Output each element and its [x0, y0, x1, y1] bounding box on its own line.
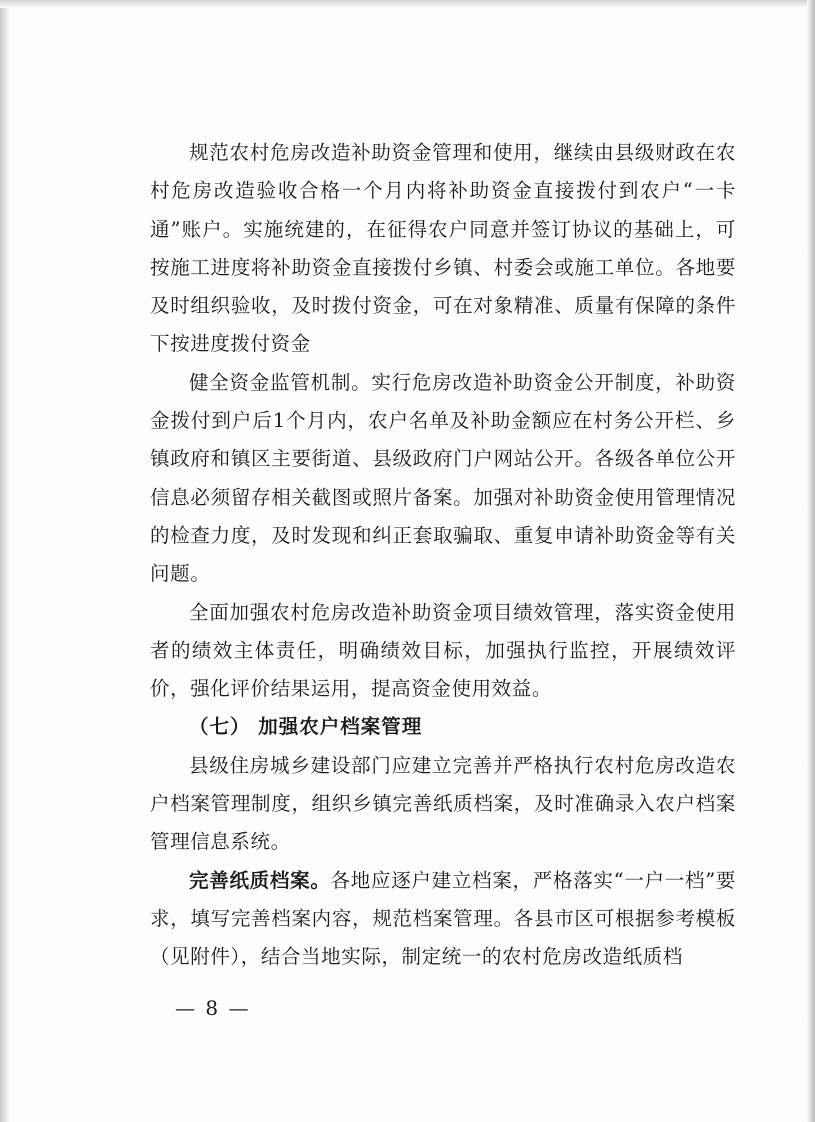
section-heading: （七） 加强农户档案管理: [189, 715, 423, 739]
paragraph-paper-archives-text: 各地应逐户建立档案，严格落实“一户一档”要求，填写完善档案内容，规范档案管理。各县市区可根据参考模板（见附件），结合当地实际，制定统一的农村危房改造纸质档: [150, 868, 736, 969]
scan-shadow-left: [0, 0, 10, 1122]
paragraph-performance-management: 全面加强农村危房改造补助资金项目绩效管理，落实资金使用者的绩效主体责任，明确绩效目标，加强执行监控，开展绩效评价，强化评价结果运用，提高资金使用效益。: [150, 600, 736, 701]
paragraph-archive-management: 县级住房城乡建设部门应建立完善并严格执行农村危房改造农户档案管理制度，组织乡镇完善纸质档案，及时准确录入农户档案管理信息系统。: [150, 753, 736, 854]
paragraph-fund-supervision: 健全资金监管机制。实行危房改造补助资金公开制度，补助资金拨付到户后1个月内，农户名单及补助金额应在村务公开栏、乡镇政府和镇区主要街道、县级政府门户网站公开。各级各单位公开信息必须留存相关截图或照片备案。加强对补助资金使用管理情况的检查力度，及时发现和纠正套取骗取、重复申请补助资金等有关问题。: [150, 370, 736, 586]
paragraph-paper-archives: [150, 862, 736, 977]
paragraph-fund-management: 规范农村危房改造补助资金管理和使用，继续由县级财政在农村危房改造验收合格一个月内将补助资金直接拨付到农户“一卡通”账户。实施统建的，在征得农户同意并签订协议的基础上，可按施工进度将补助资金直接拨付乡镇、村委会或施工单位。各地要及时组织验收，及时拨付资金，可在对象精准、质量有保障的条件下按进度拨付资金: [150, 141, 736, 356]
paragraph-lead-bold: 完善纸质档案。: [189, 868, 331, 892]
page-number: — 8 —: [175, 996, 251, 1020]
scan-shadow-right: [807, 0, 815, 1122]
document-body: [150, 134, 736, 977]
scan-shadow-top: [0, 0, 815, 8]
